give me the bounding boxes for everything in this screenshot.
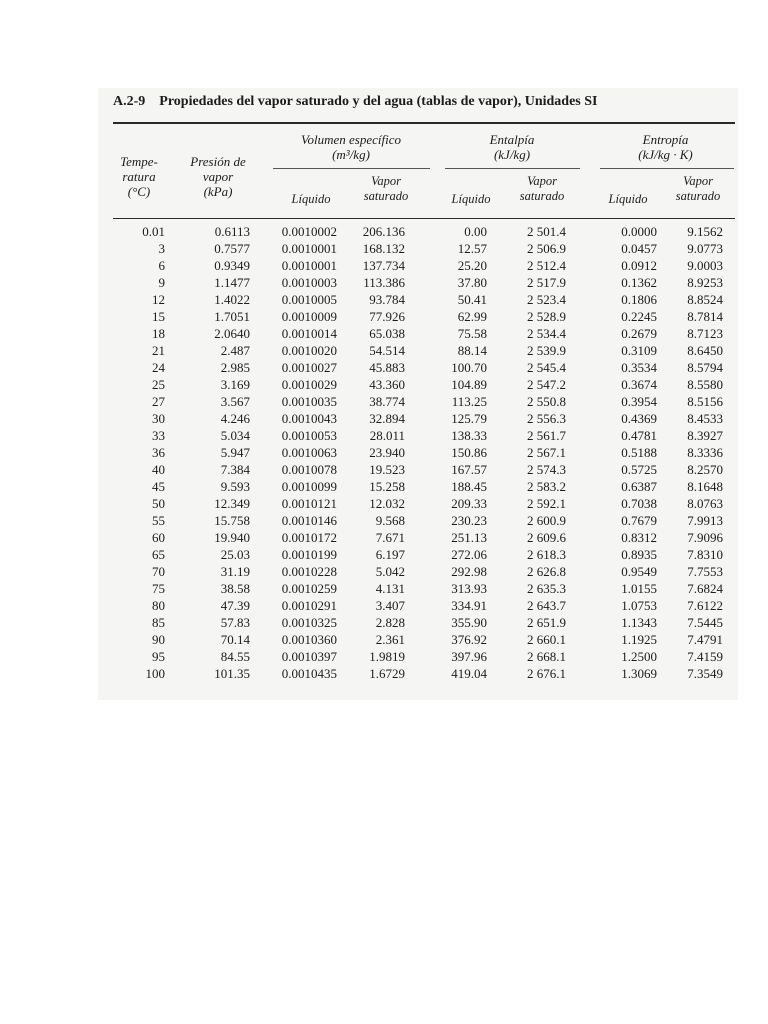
enthalpy-liquid-cell: 292.98	[451, 564, 487, 579]
temperature-cell: 70	[152, 564, 165, 579]
volume-liquid-cell: 0.0010020	[281, 343, 337, 358]
entropy-liquid-cell: 0.2245	[621, 309, 657, 324]
volume-vapor-cell: 12.032	[369, 496, 405, 511]
enthalpy-vapor-cell: 2 561.7	[527, 428, 566, 443]
enthalpy-liquid-cell: 230.23	[451, 513, 487, 528]
volume-liquid-cell: 0.0010199	[281, 547, 337, 562]
entropy-vapor-cell: 8.1648	[687, 479, 723, 494]
volume-vapor-cell: 6.197	[375, 547, 405, 562]
volume-liquid-cell: 0.0010035	[281, 394, 337, 409]
table-title	[113, 94, 598, 110]
enthalpy-group-header: Entalpía (kJ/kg)	[489, 132, 535, 162]
table-row	[0, 240, 768, 257]
volume-liquid-cell: 0.0010053	[281, 428, 337, 443]
enthalpy-vapor-cell: 2 501.4	[527, 224, 566, 239]
entropy-liquid-cell: 0.3109	[621, 343, 657, 358]
enthalpy-vapor-cell: 2 523.4	[527, 292, 566, 307]
temperature-header: Tempe- ratura (°C)	[120, 154, 158, 199]
enthalpy-liquid-cell: 88.14	[457, 343, 487, 358]
enthalpy-vapor-cell: 2 609.6	[527, 530, 566, 545]
top-rule	[113, 122, 735, 124]
volume-liquid-cell: 0.0010146	[281, 513, 337, 528]
volume-vapor-cell: 77.926	[369, 309, 405, 324]
enthalpy-vapor-cell: 2 651.9	[527, 615, 566, 630]
enthalpy-liquid-cell: 12.57	[457, 241, 487, 256]
volume-liquid-cell: 0.0010043	[281, 411, 337, 426]
temperature-cell: 40	[152, 462, 165, 477]
pressure-cell: 101.35	[214, 666, 250, 681]
entropy-vapor-cell: 8.0763	[687, 496, 723, 511]
volume-vapor-cell: 38.774	[369, 394, 405, 409]
entropy-liquid-cell: 0.5188	[621, 445, 657, 460]
temperature-cell: 18	[152, 326, 165, 341]
enthalpy-vapor-cell: 2 643.7	[527, 598, 566, 613]
enthalpy-vapor-cell: 2 512.4	[527, 258, 566, 273]
enthalpy-liquid-cell: 209.33	[451, 496, 487, 511]
entropy-vapor-cell: 7.4159	[687, 649, 723, 664]
enthalpy-liquid-cell: 313.93	[451, 581, 487, 596]
pressure-cell: 0.6113	[214, 224, 250, 239]
table-row	[0, 274, 768, 291]
volume-liquid-cell: 0.0010014	[281, 326, 337, 341]
pressure-cell: 70.14	[220, 632, 250, 647]
temperature-cell: 55	[152, 513, 165, 528]
volume-liquid-header: Líquido	[291, 192, 331, 206]
volume-vapor-cell: 1.9819	[369, 649, 405, 664]
table-row	[0, 478, 768, 495]
volume-vapor-cell: 19.523	[369, 462, 405, 477]
enthalpy-vapor-cell: 2 618.3	[527, 547, 566, 562]
temperature-cell: 27	[152, 394, 165, 409]
entropy-vapor-cell: 8.3336	[687, 445, 723, 460]
temperature-cell: 65	[152, 547, 165, 562]
table-title-text: Propiedades del vapor saturado y del agua (tablas de vapor), Unidades SI	[159, 94, 598, 109]
entropy-liquid-cell: 1.0753	[621, 598, 657, 613]
temperature-cell: 15	[152, 309, 165, 324]
pressure-cell: 3.169	[220, 377, 250, 392]
entropy-vapor-cell: 7.8310	[687, 547, 723, 562]
volume-vapor-cell: 93.784	[369, 292, 405, 307]
enthalpy-vapor-cell: 2 517.9	[527, 275, 566, 290]
temperature-cell: 85	[152, 615, 165, 630]
table-row	[0, 495, 768, 512]
volume-liquid-cell: 0.0010121	[281, 496, 337, 511]
entropy-vapor-cell: 8.5580	[687, 377, 723, 392]
entropy-vapor-cell: 8.2570	[687, 462, 723, 477]
volume-vapor-cell: 168.132	[362, 241, 405, 256]
temperature-cell: 0.01	[142, 224, 165, 239]
enthalpy-vapor-cell: 2 583.2	[527, 479, 566, 494]
table-row	[0, 614, 768, 631]
table-row	[0, 563, 768, 580]
entropy-liquid-cell: 0.2679	[621, 326, 657, 341]
entropy-vapor-header: Vapor saturado	[675, 174, 721, 203]
volume-liquid-cell: 0.0010325	[281, 615, 337, 630]
volume-vapor-cell: 1.6729	[369, 666, 405, 681]
pressure-cell: 38.58	[220, 581, 250, 596]
volume-liquid-cell: 0.0010291	[281, 598, 337, 613]
entropy-liquid-cell: 0.3534	[621, 360, 657, 375]
entropy-liquid-cell: 0.7679	[621, 513, 657, 528]
temperature-cell: 21	[152, 343, 165, 358]
temperature-cell: 30	[152, 411, 165, 426]
table-row	[0, 342, 768, 359]
temperature-cell: 95	[152, 649, 165, 664]
table-row	[0, 529, 768, 546]
entropy-group-header: Entropía (kJ/kg · K)	[638, 132, 693, 162]
pressure-cell: 0.7577	[214, 241, 250, 256]
entropy-liquid-cell: 0.5725	[621, 462, 657, 477]
volume-vapor-cell: 206.136	[362, 224, 405, 239]
entropy-vapor-cell: 7.9913	[687, 513, 723, 528]
table-row	[0, 376, 768, 393]
volume-liquid-cell: 0.0010435	[281, 666, 337, 681]
entropy-liquid-cell: 1.1925	[621, 632, 657, 647]
enthalpy-liquid-cell: 62.99	[457, 309, 487, 324]
volume-vapor-cell: 4.131	[375, 581, 405, 596]
pressure-cell: 12.349	[214, 496, 250, 511]
enthalpy-liquid-cell: 419.04	[451, 666, 487, 681]
entropy-liquid-cell: 1.2500	[621, 649, 657, 664]
volume-liquid-cell: 0.0010078	[281, 462, 337, 477]
temperature-cell: 45	[152, 479, 165, 494]
enthalpy-vapor-cell: 2 626.8	[527, 564, 566, 579]
entropy-liquid-cell: 1.1343	[621, 615, 657, 630]
enthalpy-vapor-cell: 2 539.9	[527, 343, 566, 358]
temperature-cell: 50	[152, 496, 165, 511]
entropy-vapor-cell: 8.5794	[687, 360, 723, 375]
volume-group-rule	[273, 168, 430, 169]
enthalpy-vapor-cell: 2 556.3	[527, 411, 566, 426]
entropy-liquid-cell: 0.1806	[621, 292, 657, 307]
temperature-cell: 60	[152, 530, 165, 545]
temperature-cell: 25	[152, 377, 165, 392]
temperature-cell: 75	[152, 581, 165, 596]
volume-liquid-cell: 0.0010063	[281, 445, 337, 460]
pressure-cell: 3.567	[220, 394, 250, 409]
volume-vapor-cell: 2.828	[375, 615, 405, 630]
temperature-cell: 33	[152, 428, 165, 443]
pressure-cell: 2.487	[220, 343, 250, 358]
entropy-vapor-cell: 7.9096	[687, 530, 723, 545]
enthalpy-vapor-cell: 2 668.1	[527, 649, 566, 664]
entropy-vapor-cell: 8.7123	[687, 326, 723, 341]
pressure-cell: 0.9349	[214, 258, 250, 273]
entropy-liquid-cell: 1.0155	[621, 581, 657, 596]
table-row	[0, 257, 768, 274]
volume-group-header: Volumen específico (m³/kg)	[301, 132, 401, 162]
enthalpy-vapor-cell: 2 635.3	[527, 581, 566, 596]
enthalpy-group-rule	[445, 168, 580, 169]
pressure-cell: 15.758	[214, 513, 250, 528]
pressure-cell: 57.83	[220, 615, 250, 630]
volume-vapor-cell: 7.671	[375, 530, 405, 545]
table-row	[0, 631, 768, 648]
table-row	[0, 291, 768, 308]
temperature-cell: 3	[158, 241, 165, 256]
table-row	[0, 444, 768, 461]
header-bottom-rule	[113, 218, 735, 219]
enthalpy-vapor-cell: 2 660.1	[527, 632, 566, 647]
entropy-vapor-cell: 7.7553	[687, 564, 723, 579]
pressure-cell: 1.4022	[214, 292, 250, 307]
volume-liquid-cell: 0.0010001	[281, 258, 337, 273]
entropy-vapor-cell: 7.3549	[687, 666, 723, 681]
entropy-vapor-cell: 8.8524	[687, 292, 723, 307]
table-row	[0, 597, 768, 614]
volume-vapor-cell: 45.883	[369, 360, 405, 375]
enthalpy-liquid-cell: 100.70	[451, 360, 487, 375]
enthalpy-liquid-cell: 138.33	[451, 428, 487, 443]
enthalpy-liquid-cell: 75.58	[457, 326, 487, 341]
table-number: A.2-9	[113, 94, 146, 109]
table-row	[0, 410, 768, 427]
entropy-vapor-cell: 7.6122	[687, 598, 723, 613]
entropy-liquid-cell: 0.3674	[621, 377, 657, 392]
entropy-liquid-cell: 0.3954	[621, 394, 657, 409]
volume-vapor-cell: 54.514	[369, 343, 405, 358]
table-row	[0, 325, 768, 342]
temperature-cell: 6	[158, 258, 165, 273]
temperature-cell: 100	[145, 666, 165, 681]
pressure-cell: 25.03	[220, 547, 250, 562]
pressure-cell: 5.947	[220, 445, 250, 460]
enthalpy-liquid-cell: 355.90	[451, 615, 487, 630]
temperature-cell: 36	[152, 445, 165, 460]
temperature-cell: 9	[158, 275, 165, 290]
entropy-liquid-cell: 0.4781	[621, 428, 657, 443]
entropy-vapor-cell: 8.5156	[687, 394, 723, 409]
enthalpy-vapor-cell: 2 676.1	[527, 666, 566, 681]
pressure-cell: 2.0640	[214, 326, 250, 341]
volume-liquid-cell: 0.0010397	[281, 649, 337, 664]
table-row	[0, 546, 768, 563]
volume-vapor-header: Vapor saturado	[363, 174, 409, 203]
entropy-liquid-cell: 1.3069	[621, 666, 657, 681]
volume-liquid-cell: 0.0010001	[281, 241, 337, 256]
enthalpy-vapor-cell: 2 550.8	[527, 394, 566, 409]
entropy-vapor-cell: 7.5445	[687, 615, 723, 630]
volume-vapor-cell: 113.386	[363, 275, 405, 290]
table-row	[0, 427, 768, 444]
table-row	[0, 308, 768, 325]
pressure-cell: 47.39	[220, 598, 250, 613]
enthalpy-liquid-cell: 25.20	[457, 258, 487, 273]
volume-vapor-cell: 43.360	[369, 377, 405, 392]
volume-liquid-cell: 0.0010172	[281, 530, 337, 545]
pressure-cell: 1.1477	[214, 275, 250, 290]
volume-vapor-cell: 5.042	[375, 564, 405, 579]
entropy-vapor-cell: 9.0003	[687, 258, 723, 273]
enthalpy-liquid-cell: 397.96	[451, 649, 487, 664]
temperature-cell: 12	[152, 292, 165, 307]
enthalpy-vapor-cell: 2 528.9	[527, 309, 566, 324]
entropy-vapor-cell: 9.0773	[687, 241, 723, 256]
entropy-liquid-cell: 0.0000	[621, 224, 657, 239]
table-row	[0, 512, 768, 529]
entropy-vapor-cell: 8.4533	[687, 411, 723, 426]
volume-liquid-cell: 0.0010005	[281, 292, 337, 307]
volume-liquid-cell: 0.0010029	[281, 377, 337, 392]
volume-vapor-cell: 15.258	[369, 479, 405, 494]
enthalpy-vapor-cell: 2 547.2	[527, 377, 566, 392]
enthalpy-vapor-cell: 2 534.4	[527, 326, 566, 341]
entropy-liquid-cell: 0.0457	[621, 241, 657, 256]
table-row	[0, 359, 768, 376]
enthalpy-liquid-cell: 125.79	[451, 411, 487, 426]
pressure-cell: 4.246	[220, 411, 250, 426]
pressure-cell: 9.593	[220, 479, 250, 494]
enthalpy-vapor-cell: 2 506.9	[527, 241, 566, 256]
entropy-vapor-cell: 8.9253	[687, 275, 723, 290]
volume-vapor-cell: 28.011	[369, 428, 405, 443]
table-row	[0, 580, 768, 597]
enthalpy-vapor-cell: 2 592.1	[527, 496, 566, 511]
temperature-cell: 24	[152, 360, 165, 375]
entropy-liquid-cell: 0.0912	[621, 258, 657, 273]
pressure-cell: 1.7051	[214, 309, 250, 324]
entropy-liquid-cell: 0.9549	[621, 564, 657, 579]
enthalpy-liquid-cell: 188.45	[451, 479, 487, 494]
enthalpy-liquid-cell: 167.57	[451, 462, 487, 477]
entropy-vapor-cell: 8.6450	[687, 343, 723, 358]
enthalpy-vapor-cell: 2 574.3	[527, 462, 566, 477]
volume-vapor-cell: 3.407	[375, 598, 405, 613]
pressure-cell: 19.940	[214, 530, 250, 545]
enthalpy-liquid-header: Líquido	[451, 192, 491, 206]
enthalpy-vapor-header: Vapor saturado	[519, 174, 565, 203]
table-row	[0, 393, 768, 410]
volume-liquid-cell: 0.0010259	[281, 581, 337, 596]
enthalpy-liquid-cell: 113.25	[451, 394, 487, 409]
entropy-liquid-header: Líquido	[608, 192, 648, 206]
volume-vapor-cell: 9.568	[375, 513, 405, 528]
table-row	[0, 648, 768, 665]
enthalpy-liquid-cell: 272.06	[451, 547, 487, 562]
entropy-liquid-cell: 0.4369	[621, 411, 657, 426]
pressure-cell: 7.384	[220, 462, 250, 477]
enthalpy-vapor-cell: 2 600.9	[527, 513, 566, 528]
enthalpy-liquid-cell: 50.41	[457, 292, 487, 307]
volume-liquid-cell: 0.0010360	[281, 632, 337, 647]
entropy-liquid-cell: 0.7038	[621, 496, 657, 511]
entropy-group-rule	[600, 168, 734, 169]
table-row	[0, 665, 768, 682]
enthalpy-liquid-cell: 334.91	[451, 598, 487, 613]
entropy-liquid-cell: 0.8935	[621, 547, 657, 562]
entropy-liquid-cell: 0.6387	[621, 479, 657, 494]
temperature-cell: 80	[152, 598, 165, 613]
enthalpy-liquid-cell: 0.00	[464, 224, 487, 239]
enthalpy-liquid-cell: 150.86	[451, 445, 487, 460]
enthalpy-vapor-cell: 2 545.4	[527, 360, 566, 375]
temperature-cell: 90	[152, 632, 165, 647]
enthalpy-liquid-cell: 376.92	[451, 632, 487, 647]
pressure-header: Presión de vapor (kPa)	[190, 154, 246, 199]
volume-liquid-cell: 0.0010009	[281, 309, 337, 324]
volume-liquid-cell: 0.0010027	[281, 360, 337, 375]
entropy-liquid-cell: 0.1362	[621, 275, 657, 290]
pressure-cell: 31.19	[220, 564, 250, 579]
pressure-cell: 2.985	[220, 360, 250, 375]
volume-vapor-cell: 65.038	[369, 326, 405, 341]
enthalpy-liquid-cell: 104.89	[451, 377, 487, 392]
entropy-vapor-cell: 8.7814	[687, 309, 723, 324]
volume-liquid-cell: 0.0010228	[281, 564, 337, 579]
entropy-liquid-cell: 0.8312	[621, 530, 657, 545]
pressure-cell: 84.55	[220, 649, 250, 664]
table-row	[0, 223, 768, 240]
volume-vapor-cell: 23.940	[369, 445, 405, 460]
volume-liquid-cell: 0.0010099	[281, 479, 337, 494]
enthalpy-vapor-cell: 2 567.1	[527, 445, 566, 460]
pressure-cell: 5.034	[220, 428, 250, 443]
entropy-vapor-cell: 8.3927	[687, 428, 723, 443]
volume-liquid-cell: 0.0010002	[281, 224, 337, 239]
table-row	[0, 461, 768, 478]
entropy-vapor-cell: 7.4791	[687, 632, 723, 647]
volume-vapor-cell: 137.734	[362, 258, 405, 273]
entropy-vapor-cell: 7.6824	[687, 581, 723, 596]
enthalpy-liquid-cell: 37.80	[457, 275, 487, 290]
entropy-vapor-cell: 9.1562	[687, 224, 723, 239]
volume-vapor-cell: 2.361	[375, 632, 405, 647]
enthalpy-liquid-cell: 251.13	[451, 530, 487, 545]
volume-liquid-cell: 0.0010003	[281, 275, 337, 290]
volume-vapor-cell: 32.894	[369, 411, 405, 426]
